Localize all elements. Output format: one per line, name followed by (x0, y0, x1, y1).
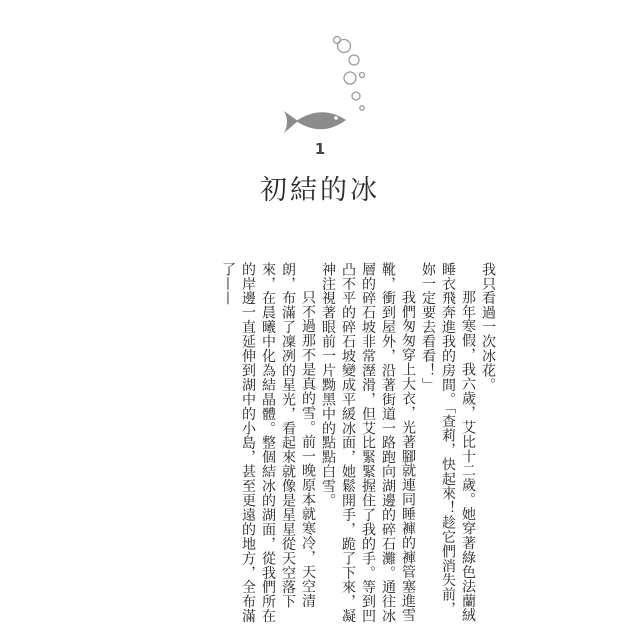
paragraph-4: 只不過那不是真的雪。前一晚原本就寒冷，天空清朗，布滿了凜冽的星光，看起來就像是星星從天空落下來，在晨曦中化為結晶體。整個結冰的湖面，從我們所在的岸邊一直延伸到湖中的小島，甚至更遠的地方，全布滿了—— (220, 262, 316, 624)
bubbles-icon (334, 37, 365, 111)
paragraph-1: 我只看過一次冰花。 (480, 262, 496, 393)
chapter-number: 1 (314, 140, 326, 158)
paragraph-3: 我們匆匆穿上大衣，光著腳就連同睡褲的褲管塞進雪靴，衝到屋外，沿著街道一路跑向湖邊的碎石灘。通往冰層的碎石坡非常溼滑，但艾比緊緊握住了我的手。等到凹凸不平的碎石坡變成平緩冰面，她鬆開手，跪了下來，凝神注視著眼前一片黝黑中的點點白雪。 (320, 262, 416, 624)
fish-icon (284, 111, 346, 133)
paragraph-2: 那年寒假，我六歲，艾比十二歲。她穿著綠色法蘭絨睡衣飛奔進我的房間。「查莉，快起來！趁它們消失前，妳一定要去看看！」 (420, 262, 476, 623)
body-text (150, 262, 498, 630)
fish-with-bubbles-icon (270, 30, 380, 135)
chapter-title: 初結的冰 (260, 175, 380, 206)
